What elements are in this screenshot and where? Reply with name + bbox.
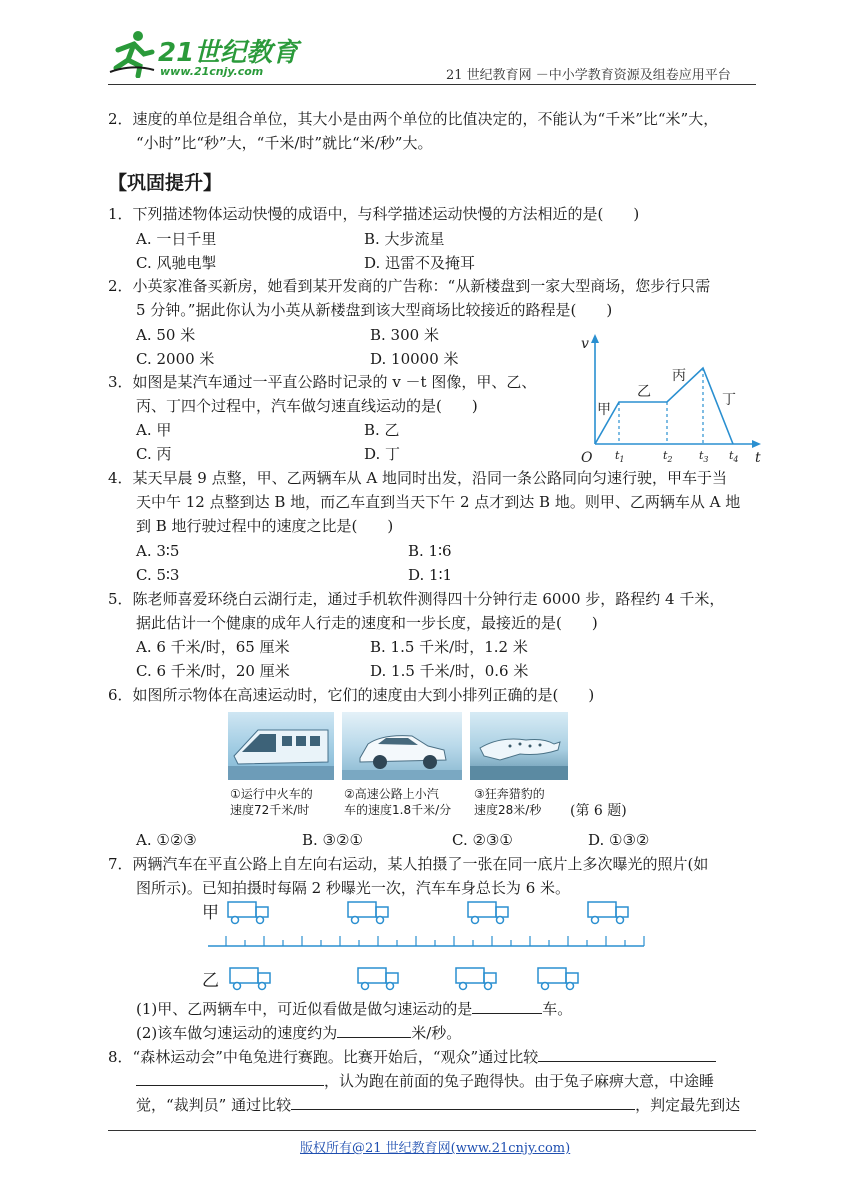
q2-option-c[interactable]: C. 2000 米 [136,350,215,368]
car-caption-line2: 车的速度1.8千米/分 [344,803,452,817]
cheetah-icon [470,712,568,780]
section-title: 【巩固提升】 [108,172,223,194]
q6-option-d[interactable]: D. ①③② [588,831,650,849]
truck-top-2 [348,902,388,924]
truck-bottom-1 [230,968,270,990]
vt-graph [575,332,765,467]
q8-line2-text: ，认为跑在前面的兔子跑得快。由于兔子麻痹大意，中途睡 [324,1072,715,1090]
q7-line1: 7．两辆汽车在平直公路上自左向右运动，某人拍摄了一张在同一底片上多次曝光的照片(如 [108,855,709,873]
q8-blank1[interactable] [538,1047,716,1062]
q8-line3 [136,1094,740,1116]
train-caption-line1: ①运行中火车的 [230,787,313,801]
q5-line2: 据此估计一个健康的成年人行走的速度和一步长度，最接近的是( ) [136,614,598,632]
graph-t2-label: t [663,449,668,462]
train-icon [228,712,334,780]
q6-figure-label: (第 6 题) [570,803,627,819]
footer-rule [108,1130,756,1131]
q7-sub1 [136,998,572,1020]
q2-option-a[interactable]: A. 50 米 [136,326,196,344]
q3-option-a[interactable]: A. 甲 [136,421,172,439]
footer-copyright-link[interactable]: 版权所有@21 世纪教育网(www.21cnjy.com) [300,1141,571,1156]
logo-main-text: 21世纪教育 [158,38,299,68]
q3-option-d[interactable]: D. 丁 [364,445,401,463]
car-caption-line1: ②高速公路上小汽 [344,787,439,801]
q5-option-a[interactable]: A. 6 千米/时，65 厘米 [136,638,290,656]
q5-option-c[interactable]: C. 6 千米/时，20 厘米 [136,662,290,680]
truck-bottom-3 [456,968,496,990]
runner-logo-icon [108,28,156,78]
graph-t4-sub: 4 [733,455,739,464]
q4-option-b[interactable]: B. 1∶6 [408,542,452,560]
header-rule [108,84,756,85]
q8-line2 [136,1070,714,1092]
graph-t1-label: t [615,449,620,462]
graph-bing-label: 丙 [672,368,686,384]
note2-line1: 2．速度的单位是组合单位，其大小是由两个单位的比值决定的，不能认为“千米”比“米”大， [108,110,719,128]
logo-url-text: www.21cnjy.com [160,65,264,78]
q5-line1: 5．陈老师喜爱环绕白云湖行走，通过手机软件测得四十分钟行走 6000 步，路程约 4 千米， [108,590,725,608]
train-photo [228,712,334,780]
q7-sub2 [136,1022,461,1044]
svg-text:t4 [729,449,739,464]
cheetah-caption [474,786,545,818]
q8-blank2[interactable] [291,1095,635,1110]
cheetah-caption-line2: 速度28米/秒 [474,803,542,817]
train-caption [230,786,313,818]
q2-line1: 2．小英家准备买新房，她看到某开发商的广告称：“从新楼盘到一家大型商场，您步行只需 [108,277,711,295]
cheetah-photo [470,712,568,780]
graph-origin-label: O [581,450,593,466]
car-exposure-diagram [196,894,656,1006]
car-photo [342,712,462,780]
q3-line2: 丙、丁四个过程中，汽车做匀速直线运动的是( ) [136,397,478,415]
q4-option-d[interactable]: D. 1∶1 [408,566,453,584]
q4-line1: 4．某天早晨 9 点整，甲、乙两辆车从 A 地同时出发，沿同一条公路同向匀速行驶，甲车于当 [108,469,727,487]
svg-text:t3 [699,449,709,464]
q8-line1 [108,1046,716,1068]
logo [108,28,299,80]
note2-line2: “小时”比“秒”大，“千米/时”就比“米/秒”大。 [136,134,433,152]
svg-text:t2 [663,449,673,464]
car-icon [342,712,462,780]
q2-option-d[interactable]: D. 10000 米 [370,350,459,368]
truck-bottom-4 [538,968,578,990]
q4-option-a[interactable]: A. 3∶5 [136,542,180,560]
q7-sub2-text: (2)该车做匀速运动的速度约为 [136,1024,338,1042]
q7-answer2-blank[interactable] [337,1023,411,1038]
q1-option-b[interactable]: B. 大步流星 [364,230,445,248]
q7-answer1-blank[interactable] [472,999,542,1014]
truck-top-1 [228,902,268,924]
q2-line2: 5 分钟。”据此你认为小英从新楼盘到该大型商场比较接近的路程是( ) [136,301,613,319]
q1-option-a[interactable]: A. 一日千里 [136,230,217,248]
q6-option-b[interactable]: B. ③②① [302,831,363,849]
diagram-jia-label: 甲 [202,903,219,923]
q3-option-c[interactable]: C. 丙 [136,445,172,463]
train-caption-line2: 速度72千米/时 [230,803,310,817]
truck-top-4 [588,902,628,924]
truck-bottom-2 [358,968,398,990]
graph-t3-sub: 3 [703,455,709,464]
diagram-yi-label: 乙 [202,971,219,991]
q3-line1: 3．如图是某汽车通过一平直公路时记录的 v －t 图像，甲、乙、 [108,373,537,391]
car-caption [344,786,451,818]
header-platform-text: 21 世纪教育网 －中小学教育资源及组卷应用平台 [446,68,731,83]
q8-line3-text: 觉，“裁判员” 通过比较 [136,1096,292,1114]
graph-t-label: t [755,450,761,466]
q1-option-c[interactable]: C. 风驰电掣 [136,254,217,272]
graph-jia-label: 甲 [597,402,611,418]
cheetah-caption-line1: ③狂奔猎豹的 [474,787,545,801]
q7-sub1-text: (1)甲、乙两辆车中，可近似看做是做匀速运动的是 [136,1000,473,1018]
q3-option-b[interactable]: B. 乙 [364,421,400,439]
graph-yi-label: 乙 [637,384,651,400]
svg-text:t1 [615,449,625,464]
graph-ding-label: 丁 [722,392,736,408]
q4-option-c[interactable]: C. 5∶3 [136,566,180,584]
graph-t4-label: t [729,449,734,462]
q1-option-d[interactable]: D. 迅雷不及掩耳 [364,254,476,272]
q7-line2: 图所示)。已知拍摄时每隔 2 秒曝光一次，汽车车身总长为 6 米。 [136,879,571,897]
q1-stem: 1．下列描述物体运动快慢的成语中，与科学描述运动快慢的方法相近的是( ) [108,205,640,223]
graph-t2-sub: 2 [667,455,673,464]
q2-option-b[interactable]: B. 300 米 [370,326,439,344]
truck-top-3 [468,902,508,924]
q7-sub1-end: 车。 [542,1000,573,1018]
q5-option-b[interactable]: B. 1.5 千米/时，1.2 米 [370,638,528,656]
q7-sub2-end: 米/秒。 [411,1024,462,1042]
q5-option-d[interactable]: D. 1.5 千米/时，0.6 米 [370,662,529,680]
q6-option-c[interactable]: C. ②③① [452,831,513,849]
graph-t1-sub: 1 [619,455,625,464]
graph-v-label: v [581,336,589,352]
q8-blank1-cont[interactable] [136,1071,324,1086]
q8-line3-end: ，判定最先到达 [635,1096,741,1114]
q6-option-a[interactable]: A. ①②③ [136,831,197,849]
q4-line3: 到 B 地行驶过程中的速度之比是( ) [136,517,394,535]
q4-line2: 天中午 12 点整到达 B 地，而乙车直到当天下午 2 点才到达 B 地。则甲、乙两辆车从 A 地 [136,493,741,511]
graph-t3-label: t [699,449,704,462]
q6-stem: 6．如图所示物体在高速运动时，它们的速度由大到小排列正确的是( ) [108,686,595,704]
q8-line1-text: 8．“森林运动会”中龟兔进行赛跑。比赛开始后，“观众”通过比较 [108,1048,539,1066]
